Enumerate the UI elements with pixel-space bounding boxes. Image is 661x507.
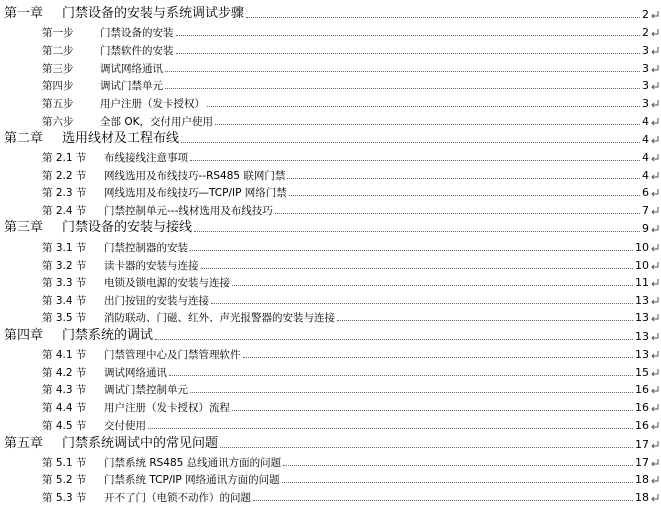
dot-leader [169, 375, 633, 376]
toc-entry-section[interactable] [0, 346, 661, 360]
toc-entry-section[interactable] [0, 309, 661, 323]
dot-leader [232, 285, 633, 286]
toc-entry-number: 第 3.2 节 [42, 259, 87, 272]
paragraph-mark-icon [649, 330, 661, 342]
dot-leader [190, 392, 633, 393]
toc-entry-number: 第二步 [42, 44, 74, 57]
toc-entry-number: 第 4.5 节 [42, 419, 87, 432]
paragraph-mark-icon [649, 438, 661, 450]
toc-entry-section[interactable] [0, 239, 661, 253]
toc-entry-page: 18 [635, 491, 649, 504]
toc-entry-title: 用户注册（发卡授权） [100, 97, 205, 110]
toc-entry-title: 布线接线注意事项 [104, 151, 188, 164]
toc-entry-number: 第 3.5 节 [42, 311, 87, 324]
toc-entry-page: 17 [635, 456, 649, 469]
toc-entry-section[interactable] [0, 202, 661, 216]
toc-entry-page: 13 [635, 311, 649, 324]
toc-entry-title: 全部 OK，交付用户使用 [100, 115, 213, 128]
toc-entry-page: 10 [635, 259, 649, 272]
toc-entry-number: 第 2.3 节 [42, 186, 87, 199]
toc-entry-page: 3 [642, 44, 649, 57]
toc-entry-page: 16 [635, 383, 649, 396]
toc-entry-section[interactable] [0, 149, 661, 163]
toc-entry-page: 9 [642, 222, 649, 235]
dot-leader [283, 465, 633, 466]
dot-leader [207, 106, 640, 107]
toc-entry-page: 3 [642, 62, 649, 75]
toc-entry-title: 门禁控制器的安装 [104, 241, 188, 254]
toc-entry-section[interactable] [0, 184, 661, 198]
toc-entry-title: 交付使用 [104, 419, 146, 432]
toc-entry-page: 4 [642, 133, 649, 146]
toc-entry-number: 第 2.4 节 [42, 204, 87, 217]
toc-entry-number: 第 5.1 节 [42, 456, 87, 469]
paragraph-mark-icon [649, 169, 661, 181]
toc-entry-title: 开不了门（电锁不动作）的问题 [104, 491, 251, 504]
paragraph-mark-icon [649, 186, 661, 198]
toc-entry-number: 第 5.3 节 [42, 491, 87, 504]
dot-leader [289, 195, 640, 196]
dot-leader [181, 142, 640, 143]
paragraph-mark-icon [649, 276, 661, 288]
dot-leader [337, 320, 633, 321]
toc-entry-title: 门禁软件的安装 [100, 44, 174, 57]
toc-entry-page: 2 [642, 8, 649, 21]
toc-entry-title: 门禁系统调试中的常见问题 [62, 436, 219, 451]
toc-entry-title: 门禁系统 TCP/IP 网络通讯方面的问题 [104, 473, 280, 486]
toc-entry-number: 第一章 [4, 6, 44, 21]
dot-leader [211, 303, 633, 304]
toc-entry-number: 第 2.1 节 [42, 151, 87, 164]
toc-entry-page: 11 [635, 276, 649, 289]
dot-leader [165, 71, 640, 72]
paragraph-mark-icon [649, 26, 661, 38]
dot-leader [215, 124, 640, 125]
toc-entry-page: 18 [635, 473, 649, 486]
toc-entry-page: 6 [642, 186, 649, 199]
dot-leader [253, 500, 633, 501]
toc-entry-number: 第 3.1 节 [42, 241, 87, 254]
toc-entry-chapter[interactable] [0, 218, 661, 234]
toc-entry-title: 门禁设备的安装与系统调试步骤 [62, 6, 245, 21]
toc-entry-section[interactable] [0, 489, 661, 503]
toc-entry-title: 门禁控制单元---线材选用及布线技巧 [104, 204, 273, 217]
paragraph-mark-icon [649, 62, 661, 74]
toc-entry-number: 第 4.4 节 [42, 401, 87, 414]
toc-entry-section[interactable] [0, 167, 661, 181]
toc-entry-number: 第五步 [42, 97, 74, 110]
toc-entry-number: 第 4.2 节 [42, 366, 87, 379]
paragraph-mark-icon [649, 133, 661, 145]
toc-entry-number: 第一步 [42, 26, 74, 39]
toc-entry-section[interactable] [0, 292, 661, 306]
toc-entry-title: 电锁及锁电源的安装与连接 [104, 276, 230, 289]
paragraph-mark-icon [649, 44, 661, 56]
toc-entry-title: 读卡器的安装与连接 [104, 259, 199, 272]
toc-entry-section[interactable] [0, 417, 661, 431]
toc-entry-number: 第 3.4 节 [42, 294, 87, 307]
toc-entry-number: 第六步 [42, 115, 74, 128]
dot-leader [176, 53, 641, 54]
toc-entry-step[interactable] [0, 24, 661, 38]
toc-entry-title: 调试门禁控制单元 [104, 383, 188, 396]
paragraph-mark-icon [649, 204, 661, 216]
toc-entry-chapter[interactable] [0, 129, 661, 145]
dot-leader [190, 250, 633, 251]
toc-entry-number: 第 2.2 节 [42, 169, 87, 182]
toc-entry-page: 16 [635, 401, 649, 414]
toc-entry-page: 17 [635, 438, 649, 451]
toc-entry-title: 出门按钮的安装与连接 [104, 294, 209, 307]
toc-entry-title: 门禁系统 RS485 总线通讯方面的问题 [104, 456, 282, 469]
paragraph-mark-icon [649, 456, 661, 468]
toc-entry-title: 门禁系统的调试 [62, 328, 154, 343]
toc-entry-page: 13 [635, 330, 649, 343]
toc-entry-page: 7 [642, 204, 649, 217]
toc-entry-number: 第五章 [4, 436, 44, 451]
paragraph-mark-icon [649, 366, 661, 378]
toc-entry-page: 3 [642, 97, 649, 110]
toc-entry-title: 选用线材及工程布线 [62, 131, 180, 146]
paragraph-mark-icon [649, 383, 661, 395]
dot-leader [246, 17, 640, 18]
toc-entry-number: 第 5.2 节 [42, 473, 87, 486]
dot-leader [155, 339, 633, 340]
toc-entry-page: 16 [635, 419, 649, 432]
toc-entry-number: 第 3.3 节 [42, 276, 87, 289]
toc-entry-section[interactable] [0, 454, 661, 468]
toc-entry-step[interactable] [0, 77, 661, 91]
toc-entry-chapter[interactable] [0, 4, 661, 20]
toc-entry-page: 13 [635, 348, 649, 361]
dot-leader [232, 410, 633, 411]
dot-leader [176, 35, 641, 36]
paragraph-mark-icon [649, 294, 661, 306]
toc-entry-page: 4 [642, 115, 649, 128]
toc-entry-title: 网线选用及布线技巧—TCP/IP 网络门禁 [104, 186, 287, 199]
toc-entry-title: 用户注册（发卡授权）流程 [104, 401, 230, 414]
toc-entry-chapter[interactable] [0, 326, 661, 342]
toc-entry-section[interactable] [0, 364, 661, 378]
paragraph-mark-icon [649, 222, 661, 234]
toc-entry-step[interactable] [0, 60, 661, 74]
toc-entry-number: 第四步 [42, 79, 74, 92]
toc-entry-page: 15 [635, 366, 649, 379]
toc-entry-title: 门禁设备的安装 [100, 26, 174, 39]
dot-leader [243, 357, 634, 358]
dot-leader [148, 428, 633, 429]
paragraph-mark-icon [649, 8, 661, 20]
toc-entry-title: 网线选用及布线技巧--RS485 联网门禁 [104, 169, 286, 182]
paragraph-mark-icon [649, 79, 661, 91]
toc-entry-step[interactable] [0, 95, 661, 109]
toc-entry-number: 第 4.1 节 [42, 348, 87, 361]
dot-leader [287, 178, 640, 179]
paragraph-mark-icon [649, 259, 661, 271]
paragraph-mark-icon [649, 97, 661, 109]
paragraph-mark-icon [649, 115, 661, 127]
dot-leader [220, 447, 633, 448]
toc-entry-page: 2 [642, 26, 649, 39]
toc-entry-page: 13 [635, 294, 649, 307]
toc-entry-title: 门禁设备的安装与接线 [62, 220, 193, 235]
toc-entry-page: 4 [642, 169, 649, 182]
toc-entry-number: 第四章 [4, 328, 44, 343]
toc-entry-page: 3 [642, 79, 649, 92]
dot-leader [201, 268, 634, 269]
toc-entry-number: 第 4.3 节 [42, 383, 87, 396]
toc-entry-step[interactable] [0, 113, 661, 127]
dot-leader [165, 88, 640, 89]
toc-entry-number: 第三章 [4, 220, 44, 235]
toc-entry-section[interactable] [0, 471, 661, 485]
dot-leader [194, 231, 640, 232]
toc-entry-page: 10 [635, 241, 649, 254]
toc-entry-step[interactable] [0, 42, 661, 56]
paragraph-mark-icon [649, 241, 661, 253]
dot-leader [282, 482, 633, 483]
toc-entry-title: 调试门禁单元 [100, 79, 163, 92]
paragraph-mark-icon [649, 491, 661, 503]
paragraph-mark-icon [649, 348, 661, 360]
toc-entry-page: 4 [642, 151, 649, 164]
paragraph-mark-icon [649, 473, 661, 485]
paragraph-mark-icon [649, 401, 661, 413]
dot-leader [190, 160, 640, 161]
toc-entry-section[interactable] [0, 381, 661, 395]
toc-entry-number: 第二章 [4, 131, 44, 146]
toc-entry-title: 调试网络通讯 [100, 62, 163, 75]
toc-entry-section[interactable] [0, 399, 661, 413]
toc-entry-chapter[interactable] [0, 434, 661, 450]
paragraph-mark-icon [649, 419, 661, 431]
toc-entry-section[interactable] [0, 257, 661, 271]
paragraph-mark-icon [649, 311, 661, 323]
toc-entry-title: 门禁管理中心及门禁管理软件 [104, 348, 241, 361]
dot-leader [275, 213, 640, 214]
toc-entry-title: 消防联动、门磁、红外、声光报警器的安装与连接 [104, 311, 335, 324]
toc-entry-title: 调试网络通讯 [104, 366, 167, 379]
toc-entry-number: 第三步 [42, 62, 74, 75]
toc-entry-section[interactable] [0, 274, 661, 288]
paragraph-mark-icon [649, 151, 661, 163]
